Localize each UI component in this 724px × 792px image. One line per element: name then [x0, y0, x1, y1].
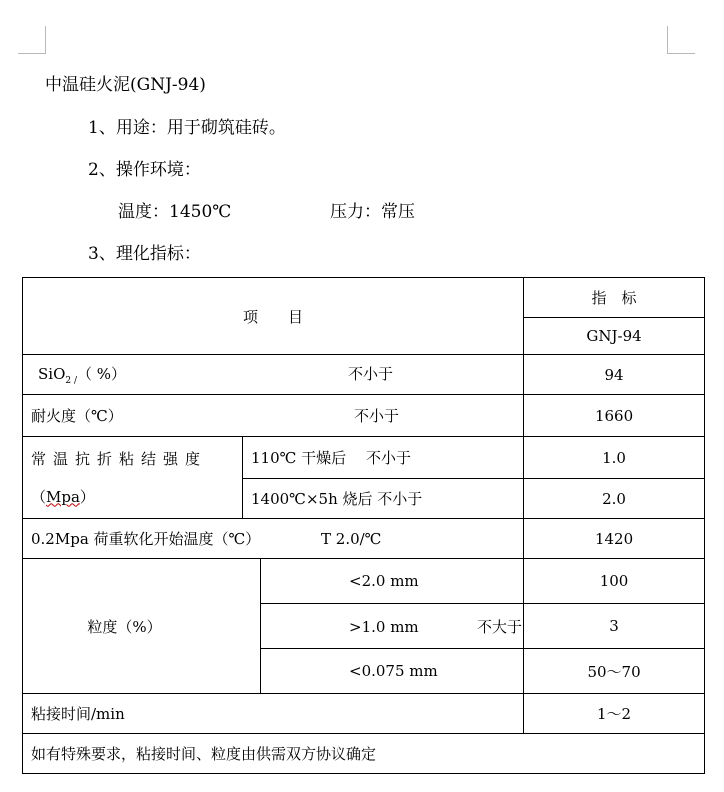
- header-grade-cell: [524, 318, 705, 355]
- header-grade-label: GNJ-94: [586, 327, 642, 345]
- softening-condition: T 2.0/℃: [321, 530, 382, 548]
- header-index-label: 指 标: [591, 289, 637, 307]
- header-index-cell: [524, 278, 705, 318]
- refractoriness-label: 耐火度（℃）: [31, 407, 123, 425]
- page-corner-mark-top-right: [667, 26, 695, 54]
- softening-item-cell: [23, 519, 524, 559]
- header-item-cell: [23, 278, 524, 355]
- grain-limit-gt1: 不大于: [477, 617, 523, 636]
- softening-label: 0.2Mpa 荷重软化开始温度（℃）: [31, 530, 261, 548]
- specification-table: [22, 277, 705, 774]
- bond-strength-unit-close: ）: [79, 487, 95, 506]
- bond-strength-value-110: 1.0: [524, 437, 705, 479]
- document-title: 中温硅火泥(GNJ-94): [45, 75, 206, 95]
- pressure-text: 压力：常压: [330, 202, 415, 222]
- temperature-text: 温度：1450℃: [118, 202, 232, 222]
- bond-strength-unit-open: （: [31, 487, 47, 506]
- table-note: 如有特殊要求，粘接时间、粒度由供需双方协议确定: [23, 734, 705, 774]
- bond-strength-value-1400: 2.0: [524, 479, 705, 519]
- refractoriness-value: 1660: [524, 395, 705, 437]
- table-row: [23, 395, 705, 437]
- sio2-condition: 不小于: [348, 365, 394, 383]
- sio2-label-sub: 2 /: [65, 376, 77, 386]
- table-row: [23, 519, 705, 559]
- bond-strength-label-cell: [23, 437, 243, 519]
- page-corner-mark-top-left: [18, 26, 46, 54]
- bond-strength-label: 常温抗折粘结强度: [31, 449, 208, 468]
- refractoriness-condition: 不小于: [354, 407, 400, 425]
- refractoriness-item-cell: [23, 395, 524, 437]
- section-specifications: 3、理化指标：: [88, 244, 201, 264]
- sio2-label: [38, 363, 348, 386]
- table-row: [23, 734, 705, 774]
- bonding-time-value: 1～2: [524, 694, 705, 734]
- table-row: [23, 694, 705, 734]
- table-row: [23, 355, 705, 395]
- grain-spec-lt2: <2.0 mm: [261, 559, 524, 604]
- grain-value-gt1: 3: [524, 604, 705, 649]
- sio2-label-main: SiO: [38, 365, 66, 383]
- section-usage: 1、用途：用于砌筑硅砖。: [88, 118, 286, 138]
- grain-value-lt2: 100: [524, 559, 705, 604]
- table-row: [23, 278, 705, 318]
- bond-strength-unit-text: Mpa: [46, 487, 80, 506]
- bond-strength-condition-1400: 1400℃×5h 烧后 不小于: [243, 479, 524, 519]
- bond-strength-condition-110: 110℃ 干燥后 不小于: [243, 437, 524, 479]
- table-row: [23, 559, 705, 604]
- header-item-label: 项 目: [243, 307, 304, 326]
- bonding-time-label: 粘接时间/min: [23, 694, 524, 734]
- grain-label: 粒度（%）: [87, 617, 162, 636]
- grain-spec-gt1-cell: [261, 604, 524, 649]
- grain-spec-gt1: >1.0 mm: [349, 617, 419, 636]
- sio2-value: 94: [524, 355, 705, 395]
- section-operating-environment: 2、操作环境：: [88, 160, 201, 180]
- grain-spec-lt0075: <0.075 mm: [261, 649, 524, 694]
- softening-value: 1420: [524, 519, 705, 559]
- grain-label-cell: [23, 559, 261, 694]
- sio2-item-cell: [23, 355, 524, 395]
- bond-strength-unit: [31, 478, 236, 516]
- grain-value-lt0075: 50～70: [524, 649, 705, 694]
- sio2-label-unit: （ %）: [77, 365, 127, 383]
- table-row: [23, 437, 705, 479]
